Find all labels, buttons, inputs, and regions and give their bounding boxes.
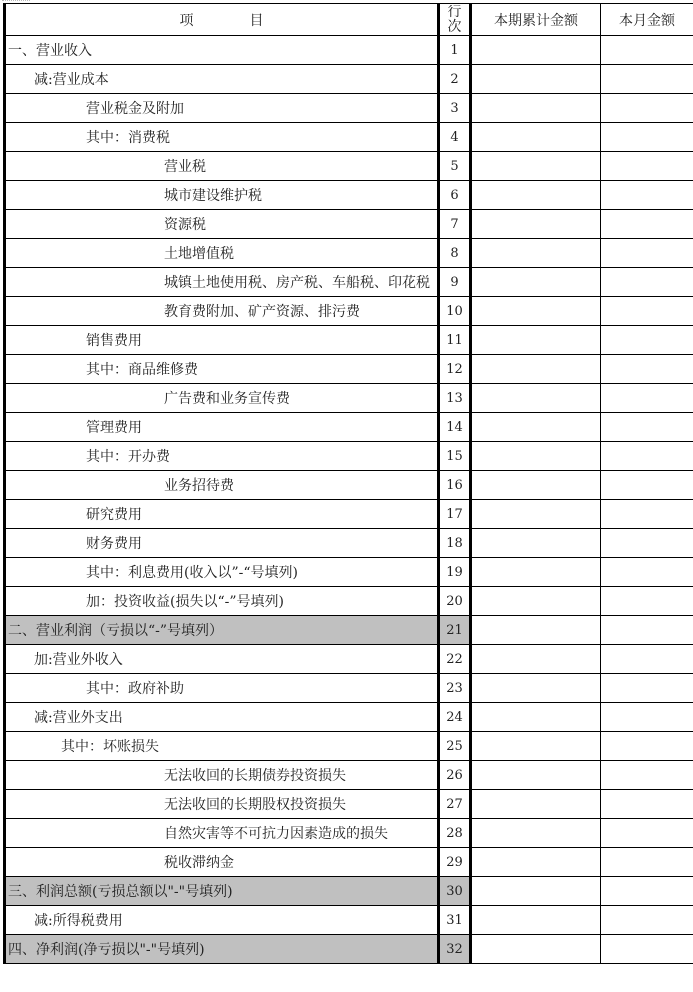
row-line-no[interactable]: 31	[439, 906, 471, 935]
row-monthly-amount-cell[interactable]	[601, 616, 693, 645]
row-monthly-amount-cell[interactable]	[601, 558, 693, 587]
row-item-label[interactable]: 一、营业收入	[5, 36, 439, 65]
income-statement-table	[3, 3, 693, 964]
table-row	[5, 326, 693, 355]
row-monthly-amount-cell[interactable]	[601, 848, 693, 877]
row-line-no[interactable]: 16	[439, 471, 471, 500]
row-monthly-amount-cell[interactable]	[601, 36, 693, 65]
row-line-no[interactable]: 21	[439, 616, 471, 645]
header-monthly: 本月金额	[601, 4, 693, 36]
table-row	[5, 36, 693, 65]
table-row	[5, 355, 693, 384]
row-item-label[interactable]: 无法收回的长期债券投资损失	[5, 761, 439, 790]
row-cumulative-amount-cell[interactable]	[471, 268, 601, 297]
row-cumulative-amount-cell[interactable]	[471, 152, 601, 181]
row-cumulative-amount-cell[interactable]	[471, 529, 601, 558]
table-row	[5, 210, 693, 239]
row-monthly-amount-cell[interactable]	[601, 906, 693, 935]
row-item-label[interactable]: 其中：政府补助	[5, 674, 439, 703]
row-cumulative-amount-cell[interactable]	[471, 645, 601, 674]
row-monthly-amount-cell[interactable]	[601, 94, 693, 123]
row-monthly-amount-cell[interactable]	[601, 355, 693, 384]
row-item-label[interactable]: 税收滞纳金	[5, 848, 439, 877]
table-body	[5, 36, 693, 964]
row-line-no[interactable]: 17	[439, 500, 471, 529]
row-line-no[interactable]: 23	[439, 674, 471, 703]
row-cumulative-amount-cell[interactable]	[471, 384, 601, 413]
row-monthly-amount-cell[interactable]	[601, 790, 693, 819]
row-item-label[interactable]: 管理费用	[5, 413, 439, 442]
row-line-no[interactable]: 24	[439, 703, 471, 732]
row-monthly-amount-cell[interactable]	[601, 210, 693, 239]
row-cumulative-amount-cell[interactable]	[471, 442, 601, 471]
row-monthly-amount-cell[interactable]	[601, 413, 693, 442]
table-row	[5, 268, 693, 297]
row-cumulative-amount-cell[interactable]	[471, 65, 601, 94]
row-monthly-amount-cell[interactable]	[601, 181, 693, 210]
row-line-no[interactable]: 10	[439, 297, 471, 326]
header-item	[5, 4, 439, 36]
row-cumulative-amount-cell[interactable]	[471, 761, 601, 790]
row-cumulative-amount-cell[interactable]	[471, 877, 601, 906]
row-cumulative-amount-cell[interactable]	[471, 123, 601, 152]
table-row	[5, 65, 693, 94]
row-item-label[interactable]: 其中：商品维修费	[5, 355, 439, 384]
table-row	[5, 935, 693, 964]
table-row	[5, 761, 693, 790]
row-item-label[interactable]: 土地增值税	[5, 239, 439, 268]
table-row	[5, 848, 693, 877]
table-row	[5, 645, 693, 674]
table-row	[5, 790, 693, 819]
row-line-no[interactable]: 20	[439, 587, 471, 616]
row-item-label[interactable]: 资源税	[5, 210, 439, 239]
row-monthly-amount-cell[interactable]	[601, 152, 693, 181]
table-row	[5, 123, 693, 152]
row-item-label[interactable]: 其中：开办费	[5, 442, 439, 471]
row-monthly-amount-cell[interactable]	[601, 442, 693, 471]
row-monthly-amount-cell[interactable]	[601, 268, 693, 297]
row-item-label[interactable]: 自然灾害等不可抗力因素造成的损失	[5, 819, 439, 848]
table-row	[5, 94, 693, 123]
table-row	[5, 181, 693, 210]
row-line-no[interactable]: 2	[439, 65, 471, 94]
row-monthly-amount-cell[interactable]	[601, 674, 693, 703]
row-item-label[interactable]: 研究费用	[5, 500, 439, 529]
row-line-no[interactable]: 32	[439, 935, 471, 964]
header-row	[5, 4, 693, 36]
row-cumulative-amount-cell[interactable]	[471, 355, 601, 384]
income-statement-sheet	[3, 3, 692, 964]
row-cumulative-amount-cell[interactable]	[471, 935, 601, 964]
row-item-label[interactable]: 城镇土地使用税、房产税、车船税、印花税	[5, 268, 439, 297]
row-monthly-amount-cell[interactable]	[601, 645, 693, 674]
row-line-no[interactable]: 28	[439, 819, 471, 848]
header-line-no-label: 行次	[447, 5, 462, 33]
table-row	[5, 471, 693, 500]
row-line-no[interactable]: 4	[439, 123, 471, 152]
table-row	[5, 152, 693, 181]
row-cumulative-amount-cell[interactable]	[471, 558, 601, 587]
row-item-label[interactable]: 加:营业外收入	[5, 645, 439, 674]
table-row	[5, 819, 693, 848]
row-item-label[interactable]: 减:营业外支出	[5, 703, 439, 732]
row-monthly-amount-cell[interactable]	[601, 529, 693, 558]
row-monthly-amount-cell[interactable]	[601, 239, 693, 268]
table-row	[5, 732, 693, 761]
header-cumulative: 本期累计金额	[471, 4, 601, 36]
row-item-label[interactable]: 减:营业成本	[5, 65, 439, 94]
row-item-label[interactable]: 其中：利息费用(收入以”-“号填列)	[5, 558, 439, 587]
row-line-no[interactable]: 5	[439, 152, 471, 181]
row-item-label[interactable]: 财务费用	[5, 529, 439, 558]
row-cumulative-amount-cell[interactable]	[471, 906, 601, 935]
row-monthly-amount-cell[interactable]	[601, 761, 693, 790]
row-item-label[interactable]: 其中：消费税	[5, 123, 439, 152]
table-row	[5, 674, 693, 703]
row-line-no[interactable]: 30	[439, 877, 471, 906]
header-item-left: 项	[179, 12, 194, 29]
row-monthly-amount-cell[interactable]	[601, 297, 693, 326]
row-item-label[interactable]: 营业税金及附加	[5, 94, 439, 123]
row-cumulative-amount-cell[interactable]	[471, 413, 601, 442]
row-item-label[interactable]: 减:所得税费用	[5, 906, 439, 935]
row-line-no[interactable]: 18	[439, 529, 471, 558]
row-monthly-amount-cell[interactable]	[601, 877, 693, 906]
row-monthly-amount-cell[interactable]	[601, 703, 693, 732]
row-item-label[interactable]: 其中：坏账损失	[5, 732, 439, 761]
row-item-label[interactable]: 无法收回的长期股权投资损失	[5, 790, 439, 819]
row-monthly-amount-cell[interactable]	[601, 123, 693, 152]
row-line-no[interactable]: 3	[439, 94, 471, 123]
row-line-no[interactable]: 6	[439, 181, 471, 210]
header-line-no	[439, 4, 471, 36]
row-cumulative-amount-cell[interactable]	[471, 326, 601, 355]
row-cumulative-amount-cell[interactable]	[471, 703, 601, 732]
row-cumulative-amount-cell[interactable]	[471, 848, 601, 877]
row-monthly-amount-cell[interactable]	[601, 65, 693, 94]
row-cumulative-amount-cell[interactable]	[471, 94, 601, 123]
table-row	[5, 529, 693, 558]
row-cumulative-amount-cell[interactable]	[471, 790, 601, 819]
row-cumulative-amount-cell[interactable]	[471, 674, 601, 703]
row-monthly-amount-cell[interactable]	[601, 587, 693, 616]
row-line-no[interactable]: 19	[439, 558, 471, 587]
row-item-label[interactable]: 营业税	[5, 152, 439, 181]
row-line-no[interactable]: 25	[439, 732, 471, 761]
row-monthly-amount-cell[interactable]	[601, 384, 693, 413]
row-line-no[interactable]: 29	[439, 848, 471, 877]
row-cumulative-amount-cell[interactable]	[471, 616, 601, 645]
row-item-label[interactable]: 四、净利润(净亏损以"-"号填列)	[5, 935, 439, 964]
table-row	[5, 500, 693, 529]
table-row	[5, 413, 693, 442]
row-cumulative-amount-cell[interactable]	[471, 732, 601, 761]
row-cumulative-amount-cell[interactable]	[471, 297, 601, 326]
row-cumulative-amount-cell[interactable]	[471, 36, 601, 65]
row-item-label[interactable]: 三、利润总额(亏损总额以"-"号填列)	[5, 877, 439, 906]
row-monthly-amount-cell[interactable]	[601, 732, 693, 761]
row-line-no[interactable]: 15	[439, 442, 471, 471]
row-monthly-amount-cell[interactable]	[601, 819, 693, 848]
row-line-no[interactable]: 11	[439, 326, 471, 355]
table-row	[5, 587, 693, 616]
row-line-no[interactable]: 26	[439, 761, 471, 790]
row-monthly-amount-cell[interactable]	[601, 326, 693, 355]
table-row	[5, 703, 693, 732]
row-monthly-amount-cell[interactable]	[601, 500, 693, 529]
row-line-no[interactable]: 8	[439, 239, 471, 268]
row-line-no[interactable]: 7	[439, 210, 471, 239]
row-line-no[interactable]: 14	[439, 413, 471, 442]
row-cumulative-amount-cell[interactable]	[471, 500, 601, 529]
header-item-right: 目	[249, 12, 264, 29]
row-cumulative-amount-cell[interactable]	[471, 471, 601, 500]
row-item-label[interactable]: 销售费用	[5, 326, 439, 355]
table-row	[5, 384, 693, 413]
row-line-no[interactable]: 1	[439, 36, 471, 65]
row-cumulative-amount-cell[interactable]	[471, 819, 601, 848]
row-cumulative-amount-cell[interactable]	[471, 239, 601, 268]
row-monthly-amount-cell[interactable]	[601, 471, 693, 500]
table-row	[5, 239, 693, 268]
table-row	[5, 297, 693, 326]
row-line-no[interactable]: 9	[439, 268, 471, 297]
row-monthly-amount-cell[interactable]	[601, 935, 693, 964]
table-row	[5, 558, 693, 587]
row-cumulative-amount-cell[interactable]	[471, 587, 601, 616]
row-line-no[interactable]: 12	[439, 355, 471, 384]
row-cumulative-amount-cell[interactable]	[471, 181, 601, 210]
table-row	[5, 906, 693, 935]
row-item-label[interactable]: 业务招待费	[5, 471, 439, 500]
row-item-label[interactable]: 二、营业利润（亏损以“-”号填列）	[5, 616, 439, 645]
row-item-label[interactable]: 教育费附加、矿产资源、排污费	[5, 297, 439, 326]
row-item-label[interactable]: 城市建设维护税	[5, 181, 439, 210]
row-line-no[interactable]: 22	[439, 645, 471, 674]
row-line-no[interactable]: 13	[439, 384, 471, 413]
table-row	[5, 442, 693, 471]
row-item-label[interactable]: 加：投资收益(损失以“-”号填列)	[5, 587, 439, 616]
table-row	[5, 877, 693, 906]
table-row	[5, 616, 693, 645]
row-item-label[interactable]: 广告费和业务宣传费	[5, 384, 439, 413]
row-cumulative-amount-cell[interactable]	[471, 210, 601, 239]
row-line-no[interactable]: 27	[439, 790, 471, 819]
